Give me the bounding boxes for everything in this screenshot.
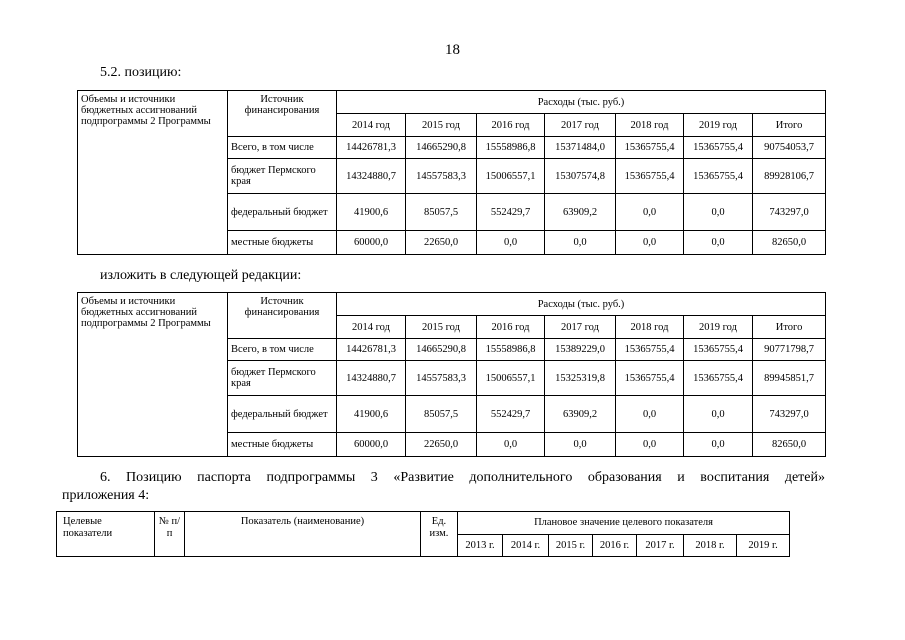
year-header-cell: 2015 год — [406, 316, 477, 339]
value-cell: 15371484,0 — [545, 137, 616, 159]
value-cell: 63909,2 — [545, 194, 616, 231]
value-cell: 552429,7 — [477, 396, 545, 433]
source-label: бюджет Пермского края — [228, 159, 337, 194]
value-cell: 15389229,0 — [545, 339, 616, 361]
value-cell: 0,0 — [684, 433, 753, 457]
value-cell: 89928106,7 — [753, 159, 826, 194]
budget-table-new — [77, 292, 826, 457]
value-cell: 0,0 — [616, 433, 684, 457]
indicator-targets-header: Целевые показатели — [57, 512, 155, 557]
indicator-year-cell: 2013 г. — [458, 535, 503, 557]
value-cell: 90754053,7 — [753, 137, 826, 159]
value-cell: 60000,0 — [337, 433, 406, 457]
budget-header-expenses: Расходы (тыс. руб.) — [337, 91, 826, 114]
value-cell: 82650,0 — [753, 231, 826, 255]
indicator-year-cell: 2018 г. — [684, 535, 737, 557]
value-cell: 89945851,7 — [753, 361, 826, 396]
indicator-unit-header: Ед. изм. — [421, 512, 458, 557]
year-header-cell: 2019 год — [684, 316, 753, 339]
indicator-table — [56, 511, 790, 557]
value-cell: 0,0 — [477, 433, 545, 457]
value-cell: 41900,6 — [337, 194, 406, 231]
value-cell: 41900,6 — [337, 396, 406, 433]
budget-header-expenses: Расходы (тыс. руб.) — [337, 293, 826, 316]
value-cell: 90771798,7 — [753, 339, 826, 361]
year-header-cell: 2017 год — [545, 316, 616, 339]
value-cell: 552429,7 — [477, 194, 545, 231]
value-cell: 15365755,4 — [616, 137, 684, 159]
value-cell: 0,0 — [684, 194, 753, 231]
year-header-cell: Итого — [753, 316, 826, 339]
value-cell: 0,0 — [616, 231, 684, 255]
indicator-year-cell: 2017 г. — [637, 535, 684, 557]
value-cell: 14324880,7 — [337, 159, 406, 194]
value-cell: 15365755,4 — [684, 339, 753, 361]
value-cell: 0,0 — [616, 396, 684, 433]
value-cell: 15365755,4 — [684, 361, 753, 396]
redaction-heading: изложить в следующей редакции: — [100, 268, 302, 283]
indicator-year-cell: 2016 г. — [593, 535, 637, 557]
value-cell: 15006557,1 — [477, 159, 545, 194]
budget-header-left: Объемы и источники бюджетных ассигнований подпрограммы 2 Программы — [78, 293, 228, 457]
value-cell: 15558986,8 — [477, 339, 545, 361]
budget-header-left: Объемы и источники бюджетных ассигнований подпрограммы 2 Программы — [78, 91, 228, 255]
indicator-num-header: № п/п — [155, 512, 185, 557]
value-cell: 15006557,1 — [477, 361, 545, 396]
clause-6-line1: 6. Позицию паспорта подпрограммы 3 «Развитие дополнительного образования и воспитания детей» — [100, 470, 825, 485]
value-cell: 63909,2 — [545, 396, 616, 433]
value-cell: 85057,5 — [406, 194, 477, 231]
page-number: 18 — [445, 42, 460, 58]
year-header-cell: Итого — [753, 114, 826, 137]
value-cell: 0,0 — [545, 433, 616, 457]
value-cell: 0,0 — [477, 231, 545, 255]
indicator-year-cell: 2014 г. — [503, 535, 549, 557]
value-cell: 14426781,3 — [337, 137, 406, 159]
value-cell: 60000,0 — [337, 231, 406, 255]
budget-header-source: Источник финансирования — [228, 293, 337, 339]
value-cell: 14324880,7 — [337, 361, 406, 396]
value-cell: 15365755,4 — [616, 361, 684, 396]
indicator-planned-header: Плановое значение целевого показателя — [458, 512, 790, 535]
value-cell: 82650,0 — [753, 433, 826, 457]
value-cell: 14665290,8 — [406, 137, 477, 159]
source-label: Всего, в том числе — [228, 339, 337, 361]
source-label: федеральный бюджет — [228, 194, 337, 231]
value-cell: 15365755,4 — [684, 137, 753, 159]
source-label: местные бюджеты — [228, 433, 337, 457]
value-cell: 22650,0 — [406, 433, 477, 457]
value-cell: 0,0 — [616, 194, 684, 231]
value-cell: 22650,0 — [406, 231, 477, 255]
value-cell: 15365755,4 — [616, 159, 684, 194]
budget-header-source: Источник финансирования — [228, 91, 337, 137]
source-label: бюджет Пермского края — [228, 361, 337, 396]
year-header-cell: 2016 год — [477, 316, 545, 339]
value-cell: 743297,0 — [753, 396, 826, 433]
value-cell: 0,0 — [545, 231, 616, 255]
year-header-cell: 2014 год — [337, 114, 406, 137]
source-label: федеральный бюджет — [228, 396, 337, 433]
value-cell: 0,0 — [684, 231, 753, 255]
value-cell: 14426781,3 — [337, 339, 406, 361]
value-cell: 15365755,4 — [684, 159, 753, 194]
indicator-name-header: Показатель (наименование) — [185, 512, 421, 557]
year-header-cell: 2017 год — [545, 114, 616, 137]
clause-5-2: 5.2. позицию: — [100, 65, 182, 80]
value-cell: 14665290,8 — [406, 339, 477, 361]
source-label: Всего, в том числе — [228, 137, 337, 159]
value-cell: 85057,5 — [406, 396, 477, 433]
value-cell: 15325319,8 — [545, 361, 616, 396]
budget-table-current — [77, 90, 826, 255]
value-cell: 15558986,8 — [477, 137, 545, 159]
value-cell: 14557583,3 — [406, 159, 477, 194]
indicator-year-cell: 2015 г. — [549, 535, 593, 557]
year-header-cell: 2018 год — [616, 114, 684, 137]
value-cell: 15307574,8 — [545, 159, 616, 194]
value-cell: 14557583,3 — [406, 361, 477, 396]
year-header-cell: 2014 год — [337, 316, 406, 339]
value-cell: 743297,0 — [753, 194, 826, 231]
source-label: местные бюджеты — [228, 231, 337, 255]
year-header-cell: 2015 год — [406, 114, 477, 137]
year-header-cell: 2016 год — [477, 114, 545, 137]
year-header-cell: 2019 год — [684, 114, 753, 137]
year-header-cell: 2018 год — [616, 316, 684, 339]
clause-6-line2: приложения 4: — [62, 488, 150, 503]
value-cell: 0,0 — [684, 396, 753, 433]
indicator-year-cell: 2019 г. — [737, 535, 790, 557]
value-cell: 15365755,4 — [616, 339, 684, 361]
